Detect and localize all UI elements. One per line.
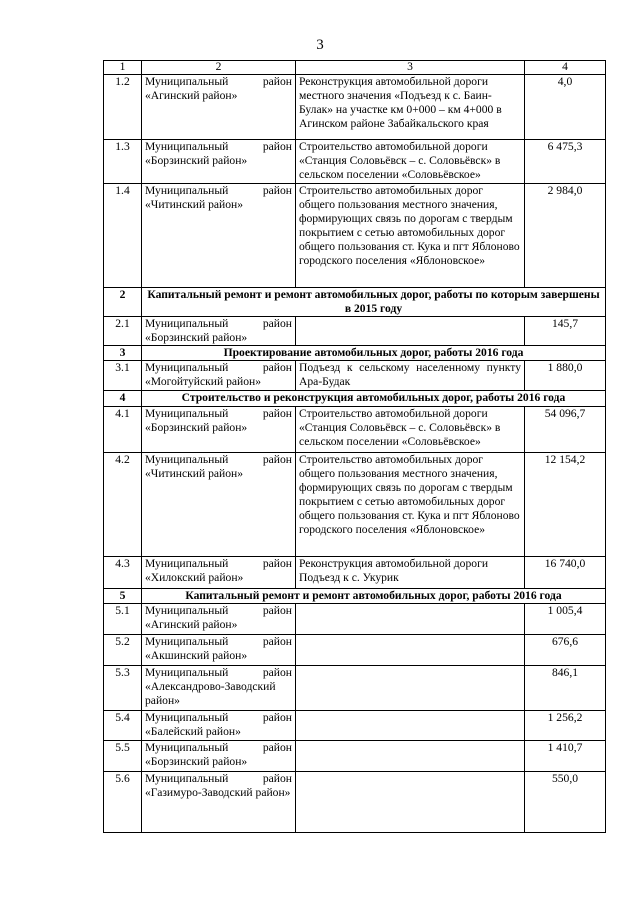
district-name: Муниципальный район «Борзинский район» (142, 317, 296, 346)
row-number: 1.4 (104, 184, 142, 288)
amount-value: 550,0 (525, 772, 606, 833)
work-description: Строительство автомобильных дорог общего пользования местного значения, формирующих связь по дорогам с твердым покрытием с сетью автомобильных дорог общего пользования ст. Кука и пгт Яблоново городского поселения «Яблоновское» (296, 184, 525, 288)
amount-value: 1 410,7 (525, 741, 606, 772)
table-header-row (104, 61, 606, 75)
section-number: 4 (104, 391, 142, 407)
district-name: Муниципальный район «Читинский район» (142, 184, 296, 288)
district-name: Муниципальный район «Балейский район» (142, 711, 296, 741)
section-row (104, 346, 606, 361)
table-body (104, 75, 606, 833)
column-header-value: 4 (525, 61, 606, 75)
amount-value: 12 154,2 (525, 453, 606, 557)
section-number: 2 (104, 288, 142, 317)
amount-value: 16 740,0 (525, 557, 606, 589)
row-number: 5.1 (104, 604, 142, 635)
district-name: Муниципальный район «Агинский район» (142, 75, 296, 140)
work-description: Строительство автомобильной дороги «Станция Соловьёвск – с. Соловьёвск» в сельском поселении «Соловьёвское» (296, 407, 525, 453)
district-name: Муниципальный район «Борзинский район» (142, 407, 296, 453)
section-row (104, 391, 606, 407)
section-number: 5 (104, 589, 142, 604)
section-title: Капитальный ремонт и ремонт автомобильных дорог, работы по которым завершены в 2015 году (142, 288, 606, 317)
amount-value: 846,1 (525, 666, 606, 711)
district-name: Муниципальный район «Агинский район» (142, 604, 296, 635)
amount-value: 145,7 (525, 317, 606, 346)
table-row (104, 453, 606, 557)
row-number: 5.3 (104, 666, 142, 711)
work-description: Подъезд к сельскому населенному пункту Ара-Будак (296, 361, 525, 391)
page-number: 3 (316, 37, 324, 53)
section-row (104, 288, 606, 317)
table-row (104, 407, 606, 453)
amount-value: 676,6 (525, 635, 606, 666)
amount-value: 54 096,7 (525, 407, 606, 453)
work-description (296, 711, 525, 741)
work-description (296, 666, 525, 711)
work-description (296, 741, 525, 772)
work-description: Реконструкция автомобильной дороги Подъезд к с. Укурик (296, 557, 525, 589)
amount-value: 1 256,2 (525, 711, 606, 741)
section-title: Капитальный ремонт и ремонт автомобильных дорог, работы 2016 года (142, 589, 606, 604)
column-header-district: 2 (142, 61, 296, 75)
district-name: Муниципальный район «Борзинский район» (142, 140, 296, 184)
work-description (296, 604, 525, 635)
section-title: Проектирование автомобильных дорог, работы 2016 года (142, 346, 606, 361)
district-name: Муниципальный район «Газимуро-Заводский район» (142, 772, 296, 833)
amount-value: 4,0 (525, 75, 606, 140)
amount-value: 1 005,4 (525, 604, 606, 635)
row-number: 5.6 (104, 772, 142, 833)
district-name: Муниципальный район «Могойтуйский район» (142, 361, 296, 391)
row-number: 2.1 (104, 317, 142, 346)
district-name: Муниципальный район «Борзинский район» (142, 741, 296, 772)
table-row (104, 557, 606, 589)
amount-value: 1 880,0 (525, 361, 606, 391)
work-description (296, 317, 525, 346)
row-number: 5.5 (104, 741, 142, 772)
section-row (104, 589, 606, 604)
column-header-description: 3 (296, 61, 525, 75)
row-number: 3.1 (104, 361, 142, 391)
district-name: Муниципальный район «Читинский район» (142, 453, 296, 557)
table-row (104, 317, 606, 346)
section-number: 3 (104, 346, 142, 361)
table-row (104, 635, 606, 666)
district-name: Муниципальный район «Акшинский район» (142, 635, 296, 666)
work-description (296, 635, 525, 666)
amount-value: 2 984,0 (525, 184, 606, 288)
work-description: Реконструкция автомобильной дороги местного значения «Подъезд к с. Баин-Булак» на участке км 0+000 – км 4+000 в Агинском районе Забайкальского края (296, 75, 525, 140)
table-row (104, 741, 606, 772)
table-row (104, 711, 606, 741)
roads-funding-table (103, 60, 606, 833)
row-number: 5.2 (104, 635, 142, 666)
table-row (104, 666, 606, 711)
row-number: 1.2 (104, 75, 142, 140)
row-number: 4.2 (104, 453, 142, 557)
table-row (104, 140, 606, 184)
district-name: Муниципальный район «Хилокский район» (142, 557, 296, 589)
amount-value: 6 475,3 (525, 140, 606, 184)
work-description: Строительство автомобильных дорог общего пользования местного значения, формирующих связь по дорогам с твердым покрытием с сетью автомобильных дорог общего пользования ст. Кука и пгт Яблоново городского поселения «Яблоновское» (296, 453, 525, 557)
column-header-number: 1 (104, 61, 142, 75)
table-row (104, 361, 606, 391)
table-row (104, 184, 606, 288)
row-number: 5.4 (104, 711, 142, 741)
section-title: Строительство и реконструкция автомобильных дорог, работы 2016 года (142, 391, 606, 407)
table-row (104, 772, 606, 833)
row-number: 1.3 (104, 140, 142, 184)
row-number: 4.1 (104, 407, 142, 453)
table-row (104, 75, 606, 140)
row-number: 4.3 (104, 557, 142, 589)
work-description (296, 772, 525, 833)
district-name: Муниципальный район «Александрово-Заводский район» (142, 666, 296, 711)
work-description: Строительство автомобильной дороги «Станция Соловьёвск – с. Соловьёвск» в сельском поселении «Соловьёвское» (296, 140, 525, 184)
table-row (104, 604, 606, 635)
